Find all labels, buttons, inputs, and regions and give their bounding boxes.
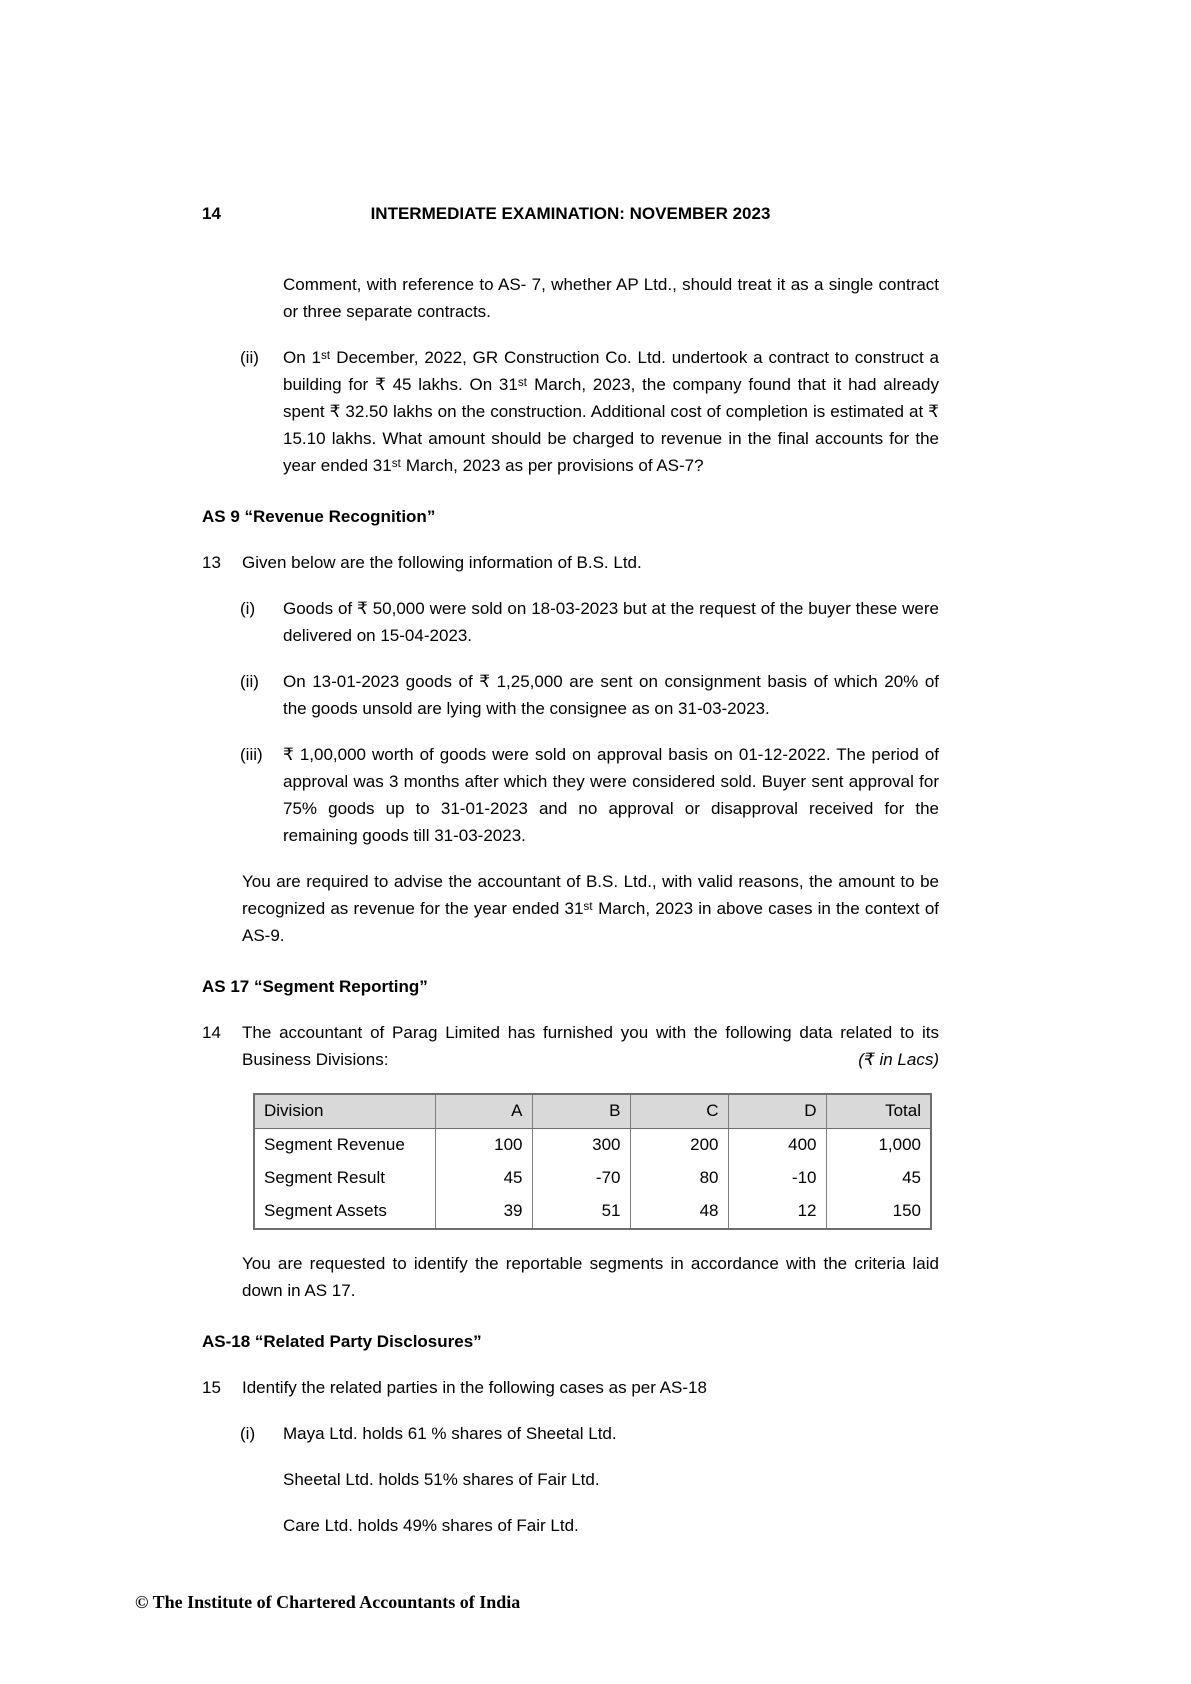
question-15-line-3: Care Ltd. holds 49% shares of Fair Ltd.	[283, 1516, 579, 1535]
question-15-item-i	[240, 1420, 939, 1447]
question-text	[242, 1019, 939, 1073]
table-row-segment-result	[254, 1162, 931, 1195]
spacer-label	[202, 1250, 242, 1304]
question-14-intro: The accountant of Parag Limited has furnished you with the following data related to its Business Divisions:	[242, 1023, 939, 1069]
cell-value: 45	[435, 1162, 532, 1195]
requirement-text: You are requested to identify the reportable segments in accordance with the criteria laid down in AS 17.	[242, 1254, 939, 1300]
question-15	[202, 1374, 939, 1401]
question-text: Given below are the following information of B.S. Ltd.	[242, 553, 642, 572]
question-13	[202, 549, 939, 576]
page-header-title: INTERMEDIATE EXAMINATION: NOVEMBER 2023	[370, 204, 771, 223]
table-row-segment-revenue	[254, 1129, 931, 1163]
page-content	[202, 252, 939, 1558]
cell-value: 80	[630, 1162, 728, 1195]
column-header-d: D	[728, 1094, 826, 1129]
cell-value: 300	[532, 1129, 630, 1163]
column-header-c: C	[630, 1094, 728, 1129]
cell-value: 45	[826, 1162, 931, 1195]
segment-data-table	[253, 1093, 932, 1230]
cell-value: 51	[532, 1195, 630, 1229]
cell-value: 150	[826, 1195, 931, 1229]
spacer-label	[202, 868, 242, 949]
row-label: Segment Revenue	[264, 1135, 405, 1154]
question-12-comment-paragraph: Comment, with reference to AS- 7, whether AP Ltd., should treat it as a single contract or three separate contracts.	[283, 275, 939, 321]
row-label: Segment Result	[264, 1168, 385, 1187]
item-label: (ii)	[240, 672, 259, 691]
question-12-item-ii	[240, 344, 939, 479]
question-13-requirement	[202, 868, 939, 949]
item-label: (i)	[240, 1424, 256, 1443]
question-text: Identify the related parties in the following cases as per AS-18	[242, 1378, 707, 1397]
question-14	[202, 1019, 939, 1073]
as17-heading: AS 17 “Segment Reporting”	[202, 977, 428, 996]
cell-value: -70	[532, 1162, 630, 1195]
cell-value: -10	[728, 1162, 826, 1195]
column-header-total: Total	[826, 1094, 931, 1129]
question-number: 14	[202, 1023, 221, 1042]
item-text: ₹ 1,00,000 worth of goods were sold on approval basis on 01-12-2022. The period of approval was 3 months after which they were considered sold. Buyer sent approval for 75% goods up to 31-01-2023 and no approval or disapproval received for the remaining goods till 31-03-2023.	[283, 745, 939, 845]
column-header-b: B	[532, 1094, 630, 1129]
cell-value: 1,000	[826, 1129, 931, 1163]
copyright-footer: © The Institute of Chartered Accountants of India	[135, 1592, 521, 1612]
question-number: 15	[202, 1378, 221, 1397]
question-13-item-i	[240, 595, 939, 649]
table-header-row	[254, 1094, 931, 1129]
item-label: (iii)	[240, 745, 263, 764]
table-row-segment-assets	[254, 1195, 931, 1229]
item-text: Goods of ₹ 50,000 were sold on 18-03-2023 but at the request of the buyer these were delivered on 15-04-2023.	[283, 599, 939, 645]
cell-value: 400	[728, 1129, 826, 1163]
column-header-a: A	[435, 1094, 532, 1129]
cell-value: 12	[728, 1195, 826, 1229]
cell-value: 100	[435, 1129, 532, 1163]
question-13-item-ii	[240, 668, 939, 722]
item-label: (i)	[240, 599, 256, 618]
requirement-text: You are required to advise the accountant of B.S. Ltd., with valid reasons, the amount to be recognized as revenue for the year ended 31ˢᵗ March, 2023 in above cases in the context of AS-9.	[242, 872, 939, 945]
page-number: 14	[202, 204, 221, 223]
row-label: Segment Assets	[264, 1201, 387, 1220]
question-14-requirement	[202, 1250, 939, 1304]
item-label: (ii)	[240, 348, 259, 367]
column-header-division: Division	[254, 1094, 435, 1129]
item-text: On 13-01-2023 goods of ₹ 1,25,000 are sent on consignment basis of which 20% of the goods unsold are lying with the consignee as on 31-03-2023.	[283, 672, 939, 718]
cell-value: 39	[435, 1195, 532, 1229]
item-text: On 1ˢᵗ December, 2022, GR Construction Co. Ltd. undertook a contract to construct a building for ₹ 45 lakhs. On 31ˢᵗ March, 2023, the company found that it had already spent ₹ 32.50 lakhs on the construction. Additional cost of completion is estimated at ₹ 15.10 lakhs. What amount should be charged to revenue in the final accounts for the year ended 31ˢᵗ March, 2023 as per provisions of AS-7?	[283, 348, 939, 475]
as18-heading: AS-18 “Related Party Disclosures”	[202, 1332, 482, 1351]
currency-units-note: (₹ in Lacs)	[858, 1050, 939, 1069]
question-number: 13	[202, 553, 221, 572]
question-15-line-2: Sheetal Ltd. holds 51% shares of Fair Ltd.	[283, 1470, 600, 1489]
item-text: Maya Ltd. holds 61 % shares of Sheetal Ltd.	[283, 1424, 617, 1443]
as9-heading: AS 9 “Revenue Recognition”	[202, 507, 436, 526]
question-13-item-iii	[240, 741, 939, 849]
cell-value: 48	[630, 1195, 728, 1229]
cell-value: 200	[630, 1129, 728, 1163]
